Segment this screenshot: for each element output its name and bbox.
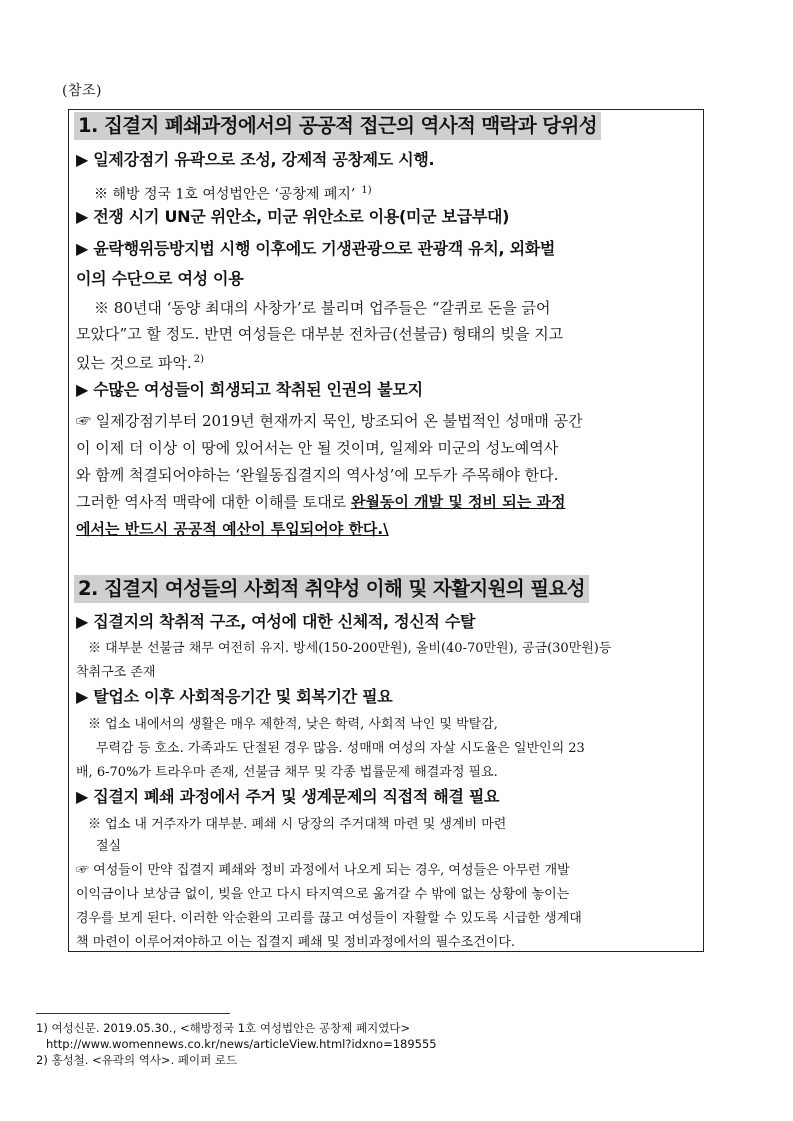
section2-para-line3: 경우를 보게 된다. 이러한 악순환의 고리를 끊고 여성들이 자활할 수 있도록 시급한 생계대 (76, 911, 582, 926)
section1-para-line2: 이 이제 더 이상 이 땅에 있어서는 안 될 것이며, 일제와 미군의 성노예역사 (76, 439, 559, 457)
section1-note-1-text: ※ 해방 정국 1호 여성법안은 ‘공창제 폐지’ (94, 186, 356, 203)
section1-note-1 (94, 180, 372, 206)
section2-heading: 2. 집결지 여성들의 사회적 취약성 이해 및 자활지원의 필요성 (74, 575, 589, 603)
footnote-divider (36, 1013, 230, 1014)
section1-para-line4 (76, 491, 565, 513)
section1-note-3-line1: ※ 80년대 ‘동양 최대의 사창가’로 불리며 업주들은 “갈퀴로 돈을 긁어 (94, 299, 551, 317)
section1-para-line4-text: 그러한 역사적 맥락에 대한 이해를 토대로 (76, 493, 351, 511)
section1-para-line3: 와 함께 척결되어야하는 ‘완월동집결지의 역사성’에 모두가 주목해야 한다. (76, 466, 559, 484)
section1-para-line1: ☞ 일제강점기부터 2019년 현재까지 묵인, 방조되어 온 불법적인 성매매 공간 (76, 412, 583, 430)
section2-note-3-line2: 절실 (96, 839, 122, 854)
section1-note-3-line3 (76, 349, 204, 374)
footnote-ref-2: 2) (193, 354, 205, 365)
section1-para-emphasis: 완월동이 개발 및 정비 되는 과정 (350, 493, 566, 511)
section2-note-3-line1: ※ 업소 내 거주자가 대부분. 폐쇄 시 당장의 주거대책 마련 및 생계비 마련 (88, 817, 507, 832)
section1-bullet-3-line2: 이의 수단으로 여성 이용 (76, 269, 244, 288)
section1-note-3-line3-text: 있는 것으로 파악. (76, 354, 192, 372)
section1-para-line5: 에서는 반드시 공공적 예산이 투입되어야 한다.\ (76, 520, 389, 538)
section2-note-1-line1: ※ 대부분 선불금 채무 여전히 유지. 방세(150-200만원), 올비(40-70만원), 공금(30만원)등 (88, 641, 612, 656)
section1-bullet-3-line1: ▶ 윤락행위등방지법 시행 이후에도 기생관광으로 관광객 유치, 외화벌 (76, 239, 556, 258)
section1-bullet-2: ▶ 전쟁 시기 UN군 위안소, 미군 위안소로 이용(미군 보급부대) (76, 207, 510, 226)
section2-note-2-line1: ※ 업소 내에서의 생활은 매우 제한적, 낮은 학력, 사회적 낙인 및 박탈감, (88, 717, 498, 732)
section2-bullet-3: ▶ 집결지 폐쇄 과정에서 주거 및 생계문제의 직접적 해결 필요 (76, 787, 500, 806)
section2-para-line2: 이익금이나 보상금 없이, 빚을 안고 다시 타지역으로 옮겨갈 수 밖에 없는 상황에 놓이는 (76, 887, 570, 902)
section2-note-2-line2: 무력감 등 호소. 가족과도 단절된 경우 많음. 성매매 여성의 자살 시도율은 일반인의 23 (96, 741, 585, 756)
section2-para-line4: 책 마련이 이루어져야하고 이는 집결지 폐쇄 및 정비과정에서의 필수조건이다. (76, 935, 516, 950)
reference-label: (참조) (62, 83, 102, 99)
footnote-1-url: http://www.womennews.co.kr/news/articleView.html?idxno=189555 (46, 1037, 437, 1051)
section2-para-line1: ☞ 여성들이 만약 집결지 폐쇄와 정비 과정에서 나오게 되는 경우, 여성들은 아무런 개발 (76, 863, 570, 878)
footnote-2: 2) 홍성철. <유곽의 역사>. 페이퍼 로드 (36, 1053, 238, 1067)
footnote-ref-1: 1) (361, 185, 372, 196)
section1-bullet-4: ▶ 수많은 여성들이 희생되고 착취된 인권의 불모지 (76, 380, 423, 399)
section2-note-1-line2: 착취구조 존재 (76, 665, 156, 680)
footnote-1-line1: 1) 여성신문. 2019.05.30., <해방정국 1호 여성법안은 공창제 폐지였다> (36, 1021, 411, 1035)
section2-note-2-line3: 배, 6-70%가 트라우마 존재, 선불금 채무 및 각종 법률문제 해결과정 필요. (76, 765, 498, 780)
section1-heading: 1. 집결지 폐쇄과정에서의 공공적 접근의 역사적 맥락과 당위성 (74, 112, 601, 140)
section2-bullet-1: ▶ 집결지의 착취적 구조, 여성에 대한 신체적, 정신적 수탈 (76, 612, 476, 631)
section1-bullet-1: ▶ 일제강점기 유곽으로 조성, 강제적 공창제도 시행. (76, 150, 435, 169)
section2-bullet-2: ▶ 탈업소 이후 사회적응기간 및 회복기간 필요 (76, 687, 393, 706)
section1-note-3-line2: 모았다”고 할 정도. 반면 여성들은 대부분 전차금(선불금) 형태의 빚을 지고 (76, 325, 564, 343)
